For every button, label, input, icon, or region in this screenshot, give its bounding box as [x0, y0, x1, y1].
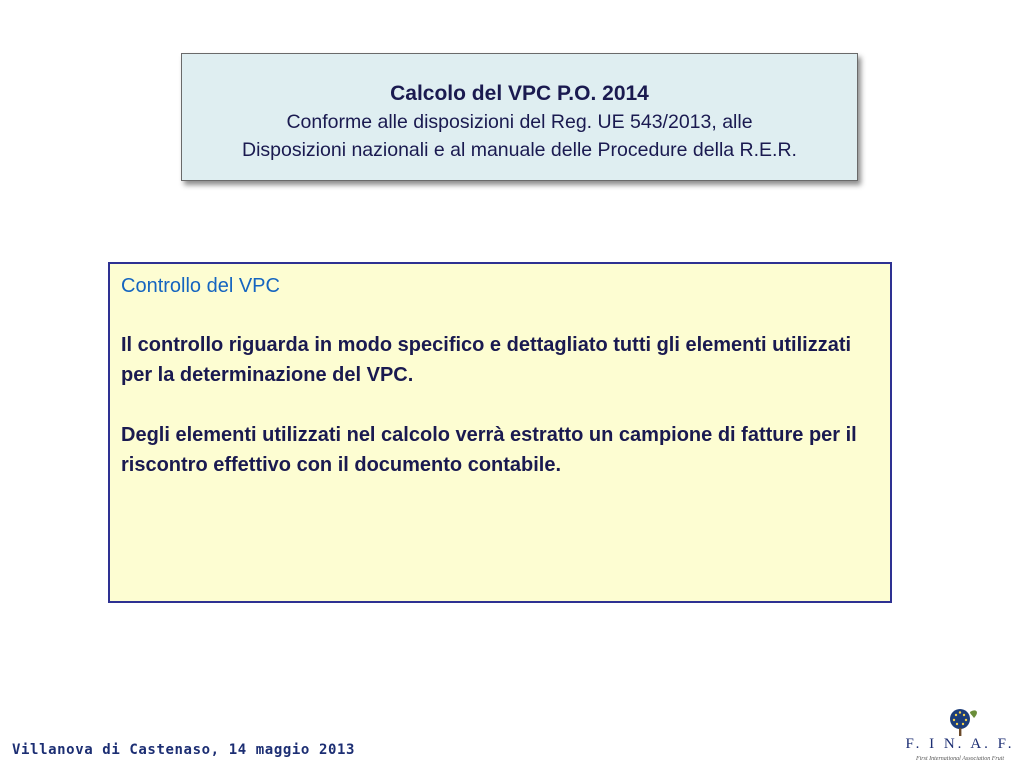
finaf-logo: [900, 706, 1020, 766]
content-box: [108, 262, 892, 603]
logo-name: F. I N. A. F.: [905, 736, 1015, 752]
logo-tagline: First International Association Fruit: [915, 756, 1005, 762]
tree-globe-icon: [900, 706, 1020, 738]
content-paragraph-2: Degli elementi utilizzati nel calcolo verrà estratto un campione di fatture per il riscontro effettivo con il documento contabile.: [121, 424, 857, 476]
slide-subtitle-line2: Disposizioni nazionali e al manuale delle Procedure della R.E.R.: [242, 139, 797, 161]
title-box: [181, 53, 858, 181]
content-paragraph-1: Il controllo riguarda in modo specifico e dettagliato tutti gli elementi utilizzati per la determinazione del VPC.: [121, 334, 852, 386]
slide-subtitle-line1: Conforme alle disposizioni del Reg. UE 543/2013, alle: [286, 111, 753, 133]
slide-title: Calcolo del VPC P.O. 2014: [390, 82, 649, 105]
footer-location-date: Villanova di Castenaso, 14 maggio 2013: [12, 742, 356, 758]
content-heading: Controllo del VPC: [121, 275, 280, 297]
